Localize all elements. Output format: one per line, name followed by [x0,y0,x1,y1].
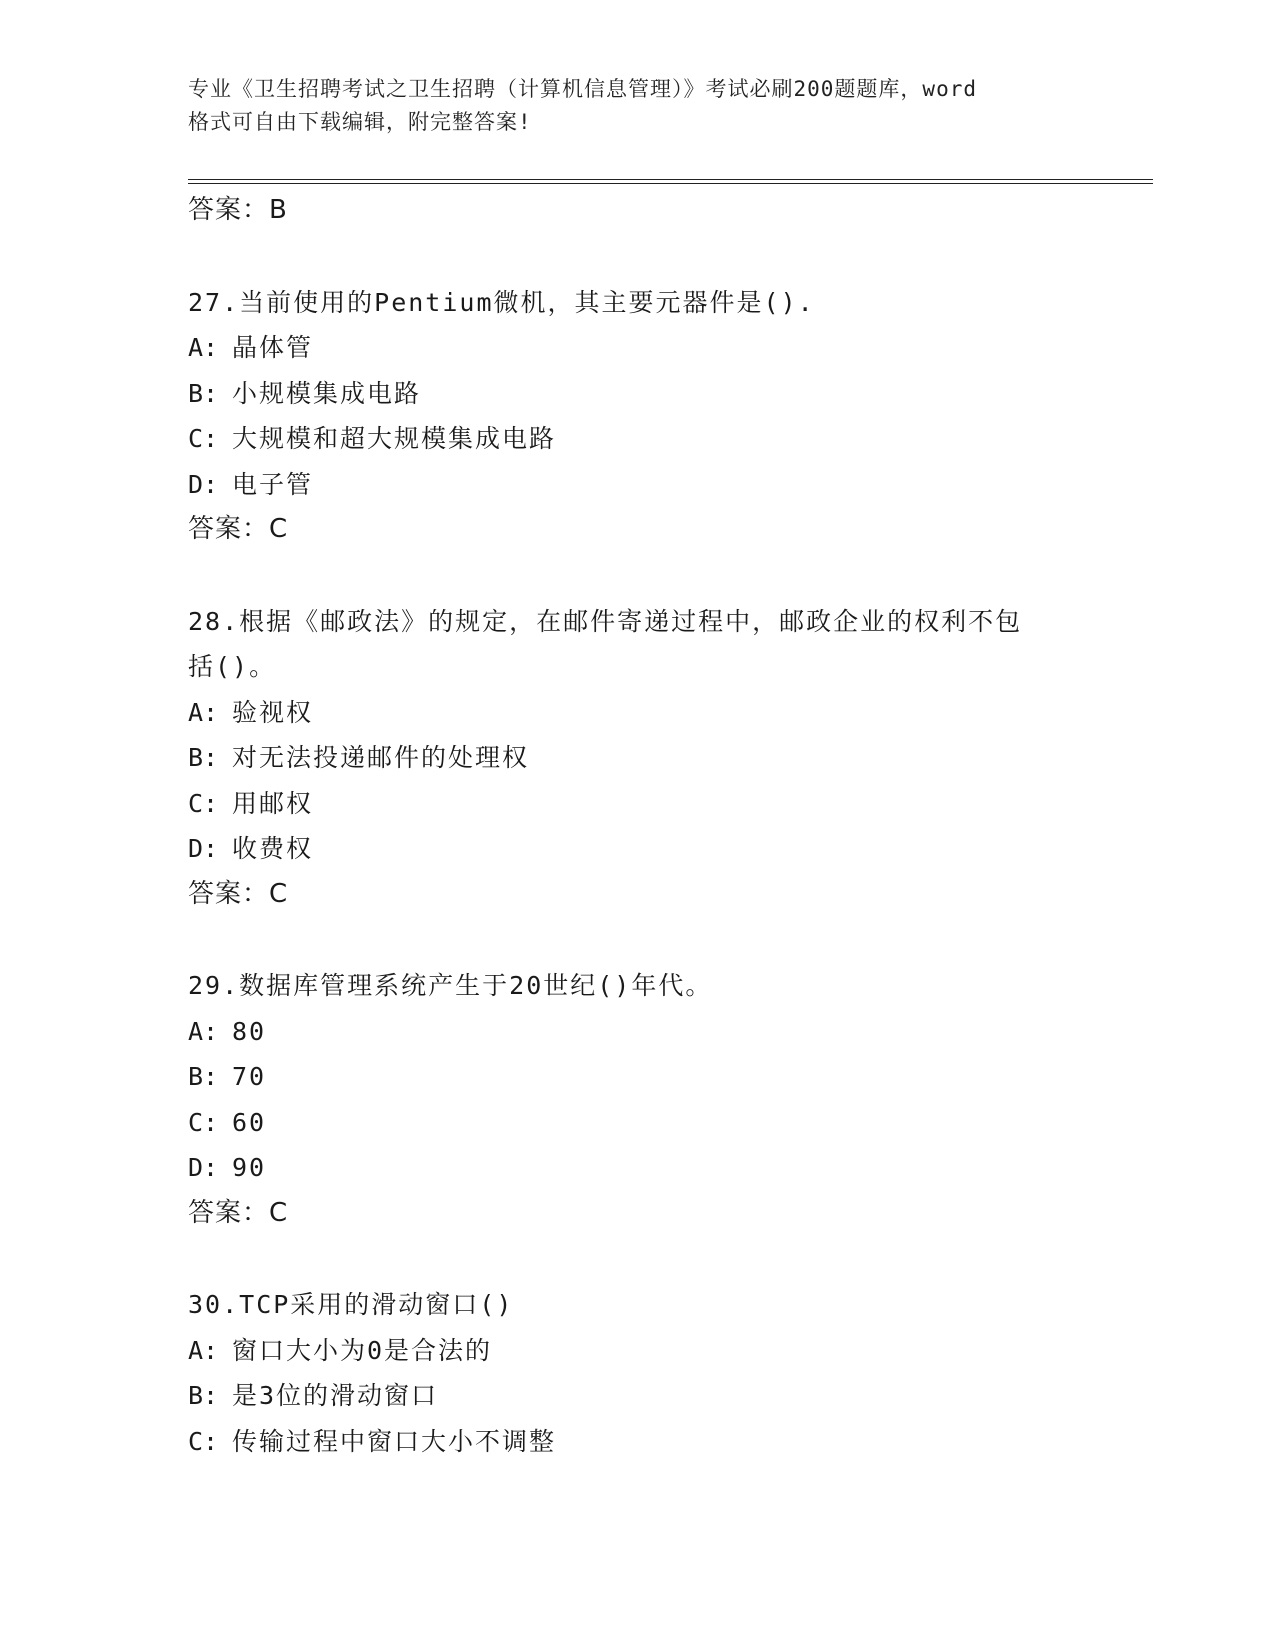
option-text: 对无法投递邮件的处理权 [232,743,530,772]
option-c [188,1419,1088,1465]
option-b [188,1373,1088,1419]
header-line-2: 格式可自由下载编辑，附完整答案! [188,110,532,134]
question-title: 27.当前使用的Pentium微机，其主要元器件是(). [188,287,815,317]
option-text: 大规模和超大规模集成电路 [232,424,557,453]
question-30 [188,1282,1088,1464]
option-text: 70 [232,1062,267,1091]
option-text: 收费权 [232,834,314,863]
answer-line: 答案：C [188,878,289,909]
question-title: 29.数据库管理系统产生于20世纪()年代。 [188,971,713,1000]
option-c [188,1100,1088,1146]
answer-line: 答案：C [188,514,289,544]
option-b [188,371,1088,417]
header-divider-top [188,179,1153,180]
option-label: A: [188,697,219,727]
option-text: 窗口大小为0是合法的 [232,1335,493,1365]
option-a [188,1009,1088,1055]
option-text: 用邮权 [232,788,314,818]
option-text: 电子管 [232,469,314,499]
option-text: 晶体管 [232,333,314,362]
option-text: 80 [232,1016,267,1046]
option-label: B: [188,378,219,408]
option-label: B: [188,743,219,772]
option-label: A: [188,1016,219,1046]
option-text: 60 [232,1107,267,1137]
question-28 [188,599,1088,918]
document-header [188,73,1088,139]
option-a [188,690,1088,736]
option-c [188,416,1088,462]
option-text: 验视权 [232,697,314,727]
option-d [188,462,1088,508]
option-text: 90 [232,1153,267,1182]
option-label: A: [188,1335,219,1365]
option-label: C: [188,1426,219,1456]
option-a [188,325,1088,371]
answer-line: 答案：B [188,195,288,225]
option-label: C: [188,788,219,818]
question-list [188,188,1088,1464]
option-label: D: [188,469,219,499]
question-title-line-2: 括()。 [188,652,277,681]
header-line-1: 专业《卫生招聘考试之卫生招聘（计算机信息管理）》考试必刷200题题库，word [188,77,977,101]
option-label: C: [188,424,219,453]
option-b [188,1054,1088,1100]
option-text: 小规模集成电路 [232,378,422,408]
option-label: A: [188,333,219,362]
option-d [188,1145,1088,1191]
option-c [188,781,1088,827]
answer-line: 答案：C [188,1197,289,1228]
question-title-line-1: 28.根据《邮政法》的规定，在邮件寄递过程中，邮政企业的权利不包 [188,606,1023,636]
option-text: 传输过程中窗口大小不调整 [232,1426,557,1456]
option-label: B: [188,1062,219,1091]
question-29 [188,963,1088,1236]
option-label: D: [188,1153,219,1182]
option-label: C: [188,1107,219,1137]
question-title: 30.TCP采用的滑动窗口() [188,1290,514,1319]
option-a [188,1328,1088,1374]
option-d [188,826,1088,872]
option-label: D: [188,834,219,863]
option-label: B: [188,1381,219,1410]
question-27 [188,280,1088,553]
option-b [188,735,1088,781]
option-text: 是3位的滑动窗口 [232,1381,439,1410]
header-divider-bottom [188,183,1153,184]
